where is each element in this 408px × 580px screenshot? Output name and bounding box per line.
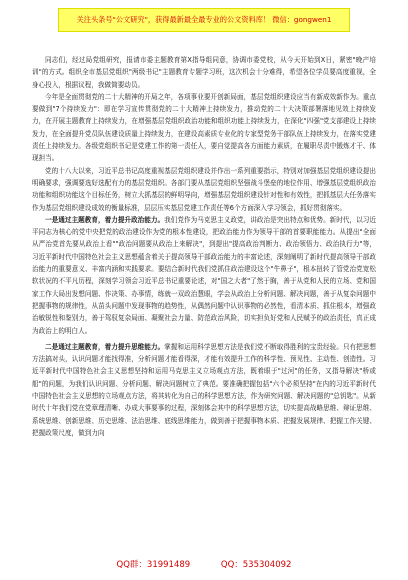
paragraph-political-ability [32,214,376,337]
qq-group-label: QQ群：31991489 [116,560,191,570]
paragraph-text: 我们党作为马克思主义政党，讲政治是突出特点和优势。新时代，以习近平同志为核心的党中央把党的政治建设作为党的根本性建设，把政治能力作为领导干部的首要职能能力。从提出"全面从严治党首先要从政治上看""政治问题要从政治上来解决"，到提出"提高政治判断力、政治领悟力、政治执行力"等，习近平新时代中国特色社会主义思想蕴含着关于提高领导干部政治能力的丰富论述，深刻阐明了新时代提高领导干部政治能力的重要意义、丰富内涵和实践要求。要结合新时代我们党抓住政治建设这个"牛鼻子"，根本扭转了管党治党宽松软状况的不平凡历程，深刻学习领会习近平总书记重要论述，对"国之大者"了然于胸，善于从党和人民的立场、党和国家工作大局出发想问题、作决策、办事情，练就一双政治慧眼，学会从政治上分析问题、解决问题，善于从复杂问题中把握事物的规律性，从苗头问题中发现事物的趋势性，从偶然问题中认识事物的必然性，看清本质、抓住根本，增强政治敏锐性和鉴别力，善于驾驭复杂局面、凝聚社会力量、防范政治风险，切实担负好党和人民赋予的政治责任，真正成为政治上的明白人。 [32,215,376,335]
paragraph-text: 掌握和运用科学思想方法是我们党不断取得胜利的宝贵经验。只有把思想方法搞对头，认识问题才能找得准，分析问题才能看得深，才能有效提升工作的科学性、预见性、主动性、创造性。习近平新时代中国特色社会主义思想坚持和运用马克思主义立场观点方法，既着眼于"过河"的任务，又指导解决"桥或船"的问题，为我们认识问题、分析问题、解决问题树立了典范。要准确把握包括"六个必须坚持"在内的习近平新时代中国特色社会主义思想的立场观点方法，将其转化为自己的科学思想方法，作为研究问题、解决问题的"总钥匙"。从新时代十年我们党在党章理清晰、办成大事要事的过程，深刻体会其中的科学思想方法，切实提高战略思维、辩证思维、系统思维、创新思维、历史思维、法治思维、底线思维能力，做到善于把握事物本质、把握发展规律、把握工作关键、把握政策尺度，做到力向 [32,342,376,437]
qq-number-label: QQ：535304092 [220,560,292,570]
document-body [32,54,376,552]
paragraph-lead-heading: 一是通过主题教育，着力提升政治能力。 [45,215,165,224]
top-banner: 关注头条号"公文研究"，获得最新最全最专业的公文资料库！ 微信：gongwen1 [58,8,350,32]
paragraph-thinking-ability [32,341,376,439]
paragraph-background: 党的十八大以来，习近平总书记高度重视基层党组织建设并作出一系列重要指示，特别对加强基层党组织建设提出明确要求，强调要选好选配有力的基层党组织。各部门要从基层党组织坚强战斗堡垒的地位作用、增强基层党组织政治功能和组织功能这个目标任务，树立大抓基层的鲜明导向，增强基层党组织建设针对性和有效性，把抓基层大任务落实作为基层党组织建设成效的衡量标准，层层压实基层党建工作责任等6个方面深入学习领会，抓好贯彻落实。 [32,166,376,212]
paragraph-opening: 同志们，经过局党组研究，报请市委主题教育第X指导组同意，协调市委党校，从今天开始到X日，紧密"晚产培训"的方式。组织全市基层党组织"两级书记"主题教育专题学习班，这次机会十分难得，希望各位学员要高度重视，全身心投入，根据议程，我做简要动员。 [32,56,376,89]
contact-footer [0,558,408,570]
paragraph-lead-heading: 二是通过主题教育，着力提升思维能力。 [45,342,165,351]
paragraph-key-tasks: 今年是全面贯彻党的二十大精神的开局之年，各项事业要开创新局面，基层党组织建设应当有新成效新作为。重点要做到"7个持续发力"：即在学习宣传贯彻党的二十大精神上持续发力，推动党的二十大决策部署落地见效上持续发力，在开展主题教育上持续发力，在增强基层党组织政治功能和组织功能上持续发力，在深化"四强"党支部建设上持续发力，在全面提升党员队伍建设质量上持续发力，在建设高素质专业化的专家型党务干部队伍上持续发力，在落实党建责任上持续发力。各级党组织书记是党建工作的第一责任人，要自觉提高各方面能力素质，在履职尽责中锻炼才干、体现担当。 [32,92,376,163]
